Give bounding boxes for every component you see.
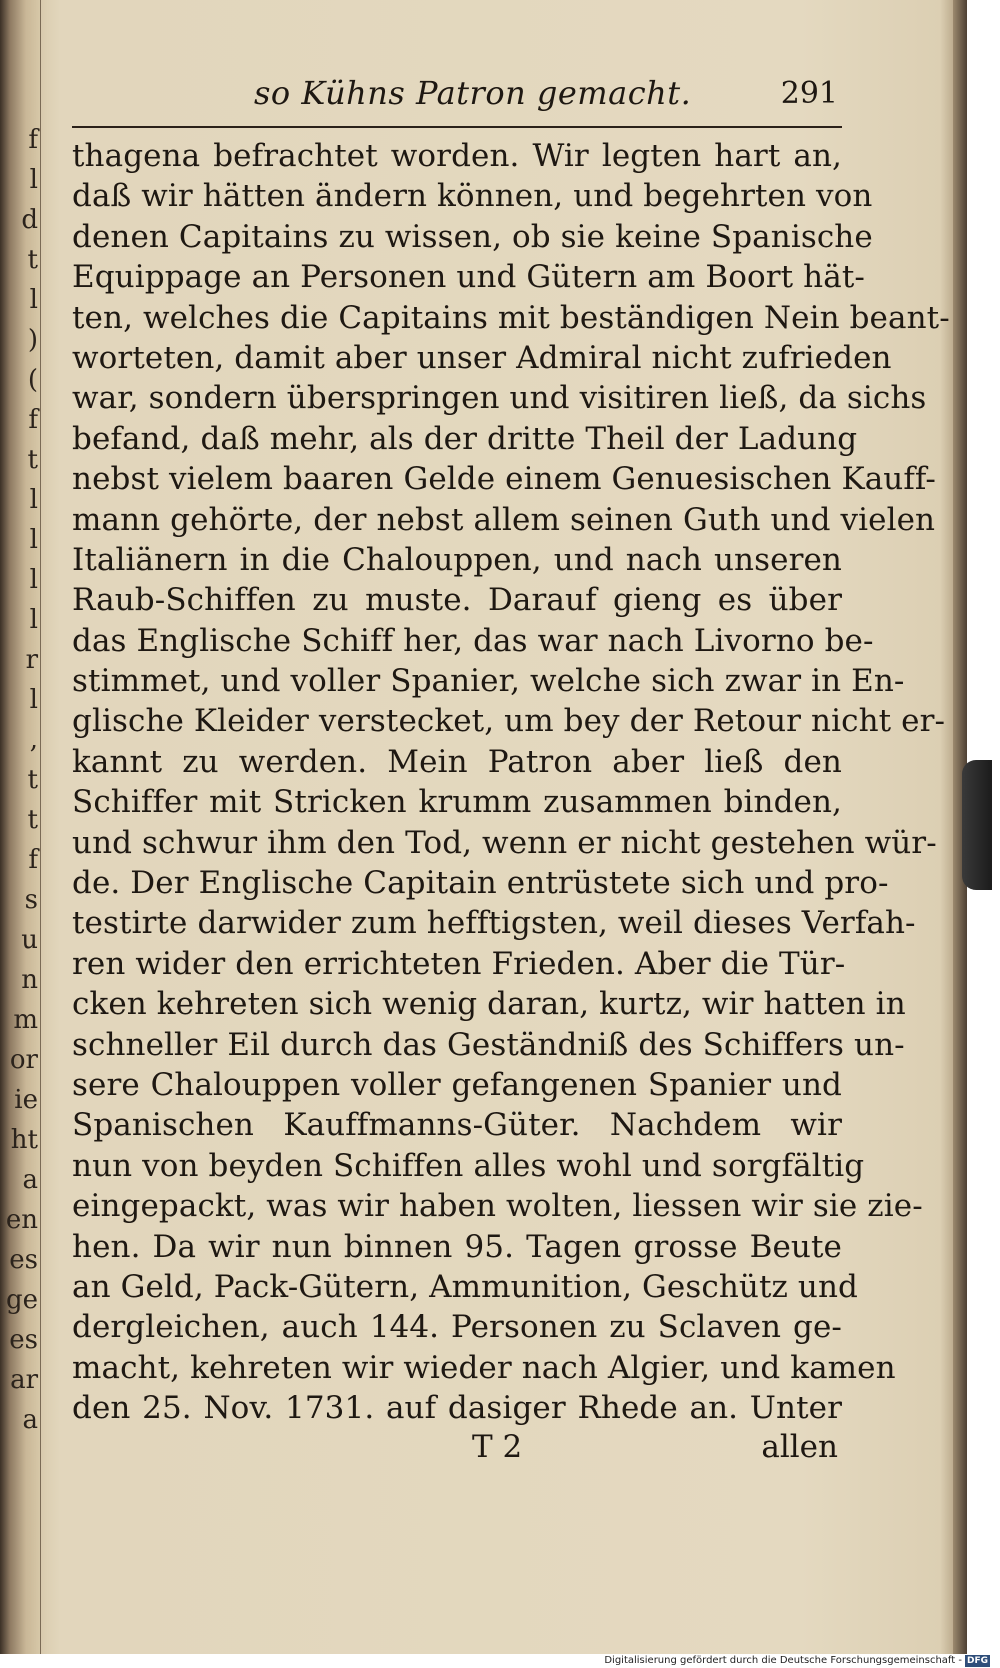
previous-page-glyph: f <box>28 125 38 155</box>
previous-page-glyph: d <box>21 205 38 235</box>
previous-page-glyph: a <box>22 1405 38 1435</box>
previous-page-glyph: a <box>22 1165 38 1195</box>
text-line: Raub-Schiffen zu muste. Darauf gieng es über <box>72 582 842 619</box>
text-line: worteten, damit aber unser Admiral nicht zufrieden <box>72 339 892 376</box>
previous-page-glyph: l <box>29 285 38 315</box>
previous-page-glyph: ht <box>10 1125 38 1155</box>
previous-page-glyph: u <box>21 925 38 955</box>
dfg-logo: DFG <box>966 1656 988 1666</box>
text-line: sere Chalouppen voller gefangenen Spanier und <box>72 1066 842 1103</box>
previous-page-glyph: s <box>24 885 38 915</box>
text-line: kannt zu werden. Mein Patron aber ließ den <box>72 743 842 780</box>
previous-page-glyph: l <box>29 525 38 555</box>
text-line: Equippage an Personen und Gütern am Boort hät- <box>72 259 865 296</box>
page-number: 291 <box>780 76 838 111</box>
text-line: ren wider den errichteten Frieden. Aber die Tür- <box>72 945 846 982</box>
text-line: eingepackt, was wir haben wolten, liessen wir sie zie- <box>72 1188 923 1225</box>
previous-page-glyph: t <box>27 245 38 275</box>
signature-mark: T 2 <box>472 1428 523 1465</box>
text-line: befand, daß mehr, als der dritte Theil der Ladung <box>72 420 858 457</box>
credit-text: Digitalisierung gefördert durch die Deutsche Forschungsgemeinschaft - <box>604 1655 962 1666</box>
text-line: de. Der Englische Capitain entrüstete sich und pro- <box>72 865 889 902</box>
previous-page-glyphs <box>4 120 38 1440</box>
previous-page-glyph: n <box>21 965 38 995</box>
previous-page-glyph: ar <box>10 1365 38 1395</box>
previous-page-glyph: es <box>9 1245 38 1275</box>
text-line: Schiffer mit Stricken krumm zusammen binden, <box>72 784 842 821</box>
text-line: dergleichen, auch 144. Personen zu Sclaven ge- <box>72 1309 842 1346</box>
previous-page-glyph: l <box>29 565 38 595</box>
previous-page-glyph: f <box>28 845 38 875</box>
previous-page-glyph: ) <box>27 325 38 355</box>
previous-page-glyph: l <box>29 605 38 635</box>
previous-page-glyph: l <box>29 685 38 715</box>
text-line: war, sondern überspringen und visitiren ließ, da sichs <box>72 380 927 417</box>
text-line: nun von beyden Schiffen alles wohl und sorgfältig <box>72 1147 865 1184</box>
text-line: mann gehörte, der nebst allem seinen Guth und vielen <box>72 501 936 538</box>
text-line: an Geld, Pack-Gütern, Ammunition, Geschütz und <box>72 1268 858 1305</box>
text-line: Italiänern in die Chalouppen, und nach unseren <box>72 541 842 578</box>
previous-page-glyph: t <box>27 805 38 835</box>
previous-page-glyph: or <box>9 1045 38 1075</box>
text-line: und schwur ihm den Tod, wenn er nicht gestehen wür- <box>72 824 937 861</box>
previous-page-glyph: l <box>29 165 38 195</box>
text-line: das Englische Schiff her, das war nach Livorno be- <box>72 622 874 659</box>
digitization-credit <box>604 1654 990 1668</box>
previous-page-glyph: es <box>9 1325 38 1355</box>
running-head: so Kühns Patron gemacht. <box>254 74 692 112</box>
text-line: nebst vielem baaren Gelde einem Genuesischen Kauff- <box>72 461 936 498</box>
text-line: stimmet, und voller Spanier, welche sich zwar in En- <box>72 663 905 700</box>
text-line: thagena befrachtet worden. Wir legten hart an, <box>72 138 842 174</box>
previous-page-glyph: f <box>28 405 38 435</box>
text-line: denen Capitains zu wissen, ob sie keine Spanische <box>72 218 873 255</box>
previous-page-glyph: r <box>25 645 38 675</box>
text-line: hen. Da wir nun binnen 95. Tagen grosse Beute <box>72 1228 842 1265</box>
text-line: cken kehreten sich wenig daran, kurtz, wir hatten in <box>72 986 906 1023</box>
text-line: ten, welches die Capitains mit beständigen Nein beant- <box>72 299 950 336</box>
previous-page-glyph: ( <box>27 365 38 395</box>
text-line: glische Kleider verstecket, um bey der Retour nicht er- <box>72 703 946 740</box>
previous-page-edge <box>0 0 41 1654</box>
text-line: daß wir hätten ändern können, und begehrten von <box>72 178 873 215</box>
book-clip <box>962 760 992 890</box>
text-line: testirte darwider zum hefftigsten, weil dieses Verfah- <box>72 905 916 942</box>
text-line: macht, kehreten wir wieder nach Algier, und kamen <box>72 1349 896 1386</box>
catchword: allen <box>761 1428 838 1465</box>
previous-page-glyph: t <box>27 765 38 795</box>
text-line: den 25. Nov. 1731. auf dasiger Rhede an. Unter <box>72 1390 842 1427</box>
text-line: Spanischen Kauffmanns-Güter. Nachdem wir <box>72 1107 842 1144</box>
text-line: schneller Eil durch das Geständniß des Schiffers un- <box>72 1026 905 1063</box>
previous-page-glyph: l <box>29 485 38 515</box>
page-footer <box>72 1429 842 1473</box>
previous-page-glyph: t <box>27 445 38 475</box>
previous-page-glyph: ie <box>14 1085 38 1115</box>
header-rule <box>72 126 842 128</box>
page-header <box>72 70 842 120</box>
previous-page-glyph: ge <box>5 1285 38 1315</box>
previous-page-glyph: m <box>13 1005 38 1035</box>
page-content <box>72 70 950 1473</box>
previous-page-glyph: en <box>5 1205 38 1235</box>
previous-page-glyph: , <box>29 725 38 755</box>
body-text <box>72 136 950 1429</box>
